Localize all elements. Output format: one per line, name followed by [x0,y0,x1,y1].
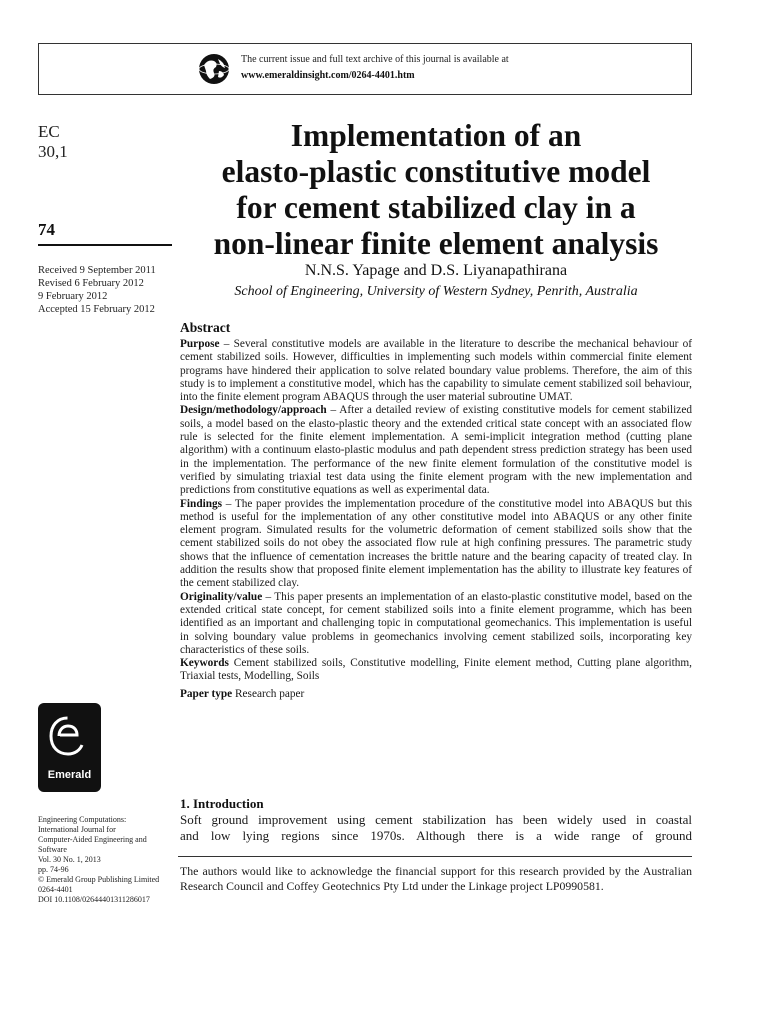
journal-info-line: © Emerald Group Publishing Limited [38,875,160,884]
journal-info-line: Vol. 30 No. 1, 2013 [38,855,101,864]
history-revised: Revised 6 February 2012 [38,278,144,289]
intro-line: and low lying regions since 1970s. Although there is a wide range of ground [180,828,692,843]
journal-info-line: pp. 74-96 [38,865,69,874]
emerald-logo [38,703,101,792]
paper-type-text: Research paper [232,687,305,700]
acknowledgement-footnote: The authors would like to acknowledge the financial support for this research provided by the Australian Research Council and Coffey Geotechnics Pty Ltd under the Linkage project LP0990581. [180,864,692,893]
keywords-text: Cement stabilized soils, Constitutive modelling, Finite element method, Cutting plane algorithm, Triaxial tests, Modelling, Soils [180,657,692,683]
abstract-purpose [180,338,692,404]
title-line: for cement stabilized clay in a [236,190,636,225]
emerald-logo-text: Emerald [47,769,92,781]
journal-banner [38,43,692,95]
design-label: Design/methodology/approach [180,404,327,417]
article-authors: N.N.S. Yapage and D.S. Liyanapathirana [304,262,568,279]
banner-availability-text: The current issue and full text archive of this journal is available at [241,54,509,65]
keywords-label: Keywords [180,657,229,670]
article-title [178,118,694,262]
journal-code [38,122,68,162]
history-accepted: Accepted 15 February 2012 [38,304,155,315]
footnote-divider [178,856,692,857]
abstract-heading: Abstract [180,320,231,335]
purpose-text: – Several constitutive models are available in the literature to describe the mechanical behaviour of cement stabilized soils. However, difficulties in implementing such models within commercial finite element programs have hindered their application to solve related boundary value problems. Therefore, the aim of this study is to implement a constitutive model, which has the capability to simulate cement stabilized soil behaviour, into the finite element program ABAQUS through the user material subroutine UMAT. [180,338,692,404]
section-heading: 1. Introduction [180,796,264,811]
originality-text: – This paper presents an implementation of an elasto-plastic constitutive model, based on the extended critical state concept, for cement stabilized soils into a finite element programme, which has been identified as an important and challenging topic in computational geomechanics. This implementation is useful in solving boundary value problems in geomechanics involving cement stabilized soils, incorporating key characteristics of these soils. [180,590,692,656]
journal-info [38,815,178,905]
history-revised-2: 9 February 2012 [38,291,108,302]
title-line: Implementation of an [290,118,582,153]
paper-type-label: Paper type [180,687,233,700]
page-number: 74 [38,220,55,239]
findings-label: Findings [180,497,223,510]
title-line: elasto-plastic constitutive model [221,154,651,189]
journal-info-line: 0264-4401 [38,885,73,894]
globe-icon [198,53,230,85]
purpose-label: Purpose [180,338,220,350]
abstract-keywords [180,657,692,684]
journal-info-line: Computer-Aided Engineering and [38,835,147,844]
margin-divider [38,244,172,246]
abstract-originality [180,591,692,657]
author-affiliation: School of Engineering, University of Western Sydney, Penrith, Australia [234,284,638,299]
design-text: – After a detailed review of existing constitutive models for cement stabilized soils, a model based on the elasto-plastic theory and the extended critical state concept with an associated flow rule is selected for the finite element implementation. A semi-implicit integration method (cutting plane algorithm) with a continuum elasto-plastic modulus and path dependent stress prediction strategy has been used in the implementation. The performance of the new finite element formulation of the constitutive model is verified by simulating triaxial test data using the finite element program with the new implementation and predictions from constitutive equations as well as experimental data. [180,404,692,497]
banner-url-link[interactable]: www.emeraldinsight.com/0264-4401.htm [241,70,415,81]
introduction-text [180,812,692,844]
journal-info-line: Software [38,845,67,854]
emerald-e-icon [47,712,88,760]
abstract-paper-type [180,688,692,701]
abstract-design [180,404,692,497]
journal-abbrev: EC [38,122,60,141]
abstract-body [180,338,692,701]
originality-label: Originality/value [180,590,263,603]
title-line: non-linear finite element analysis [213,226,659,261]
findings-text: – The paper provides the implementation procedure of the constitutive model into ABAQUS but this method is useful for the implementation of any other constitutive model into ABAQUS or any other finite element program. Simulated results for the volumetric deformation of cement stabilized soils show that the cement stabilized soils do not obey the associated flow rule at high confining pressures. The parametric study shows that the influence of cementation increases the brittle nature and the bearing capacity of treated clay. In addition the results show that proposed finite element implementation has the ability to illustrate key features of the cement stabilized clay. [180,497,692,590]
history-received: Received 9 September 2011 [38,265,156,276]
journal-volume: 30,1 [38,142,68,161]
journal-info-line: DOI 10.1108/02644401311286017 [38,895,150,904]
intro-line: Soft ground improvement using cement stabilization has been widely used in coastal [180,812,692,827]
journal-info-line: International Journal for [38,825,116,834]
journal-info-line: Engineering Computations: [38,815,127,824]
article-history [38,264,156,316]
abstract-findings [180,498,692,591]
